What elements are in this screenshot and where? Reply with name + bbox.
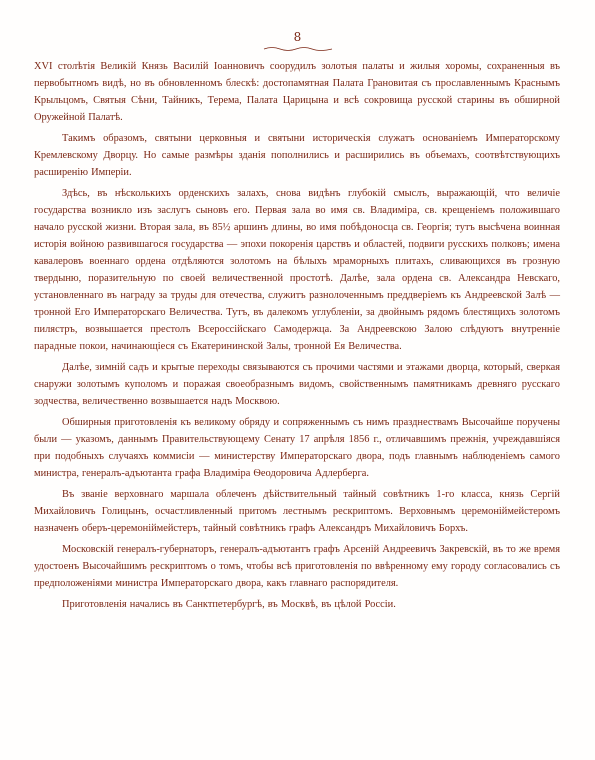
paragraph: Въ званіе верховнаго маршала облеченъ дѣйствительный тайный совѣтникъ 1-го класса, князь Сергій Михайловичъ Голицынъ, осчастливленный притомъ лестнымъ рескриптомъ. Верховнымъ церемоніймейстеромъ назначенъ оберъ-церемоніймейстеръ, тайный совѣтникъ графъ Александръ Михайловичъ Борхъ. bbox=[34, 489, 560, 534]
ornament-divider bbox=[262, 46, 334, 52]
paragraph: Московскій генералъ-губернаторъ, генералъ-адъютантъ графъ Арсеній Андреевичъ Закревскій, въ то же время удостоенъ Высочайшимъ рескриптомъ о томъ, чтобы всѣ приготовленія по ввѣренному ему городу согласовались съ предположеніями министра Императорскаго двора, какъ главнаго распорядителя. bbox=[34, 544, 560, 589]
paragraph: Далѣе, зимній садъ и крытые переходы связываются съ прочими частями и этажами дворца, который, сверкая снаружи золотымъ куполомъ и поражая своеобразнымъ видомъ, свойственнымъ памятникамъ древняго русскаго зодчества, величественно возвышается надъ Москвою. bbox=[34, 362, 560, 407]
paragraph: Такимъ образомъ, святыни церковныя и святыни историческія служатъ основаніемъ Императорскому Кремлевскому Дворцу. Но самые размѣры зданія пополнились и расширились въ объемахъ, соотвѣтствующихъ расширенію Имперіи. bbox=[34, 133, 560, 178]
body-text bbox=[34, 58, 560, 617]
paragraph: XVI столѣтія Великій Князь Василій Іоанновичъ соорудилъ золотыя палаты и жилыя хоромы, сохраненныя въ первобытномъ видѣ, но въ обновленномъ блескѣ: достопамятная Палата Грановитая съ прославленнымъ Краснымъ Крыльцомъ, Святыя Сѣни, Тайникъ, Терема, Палата Царицына и всѣ сокровища русской старины въ обширной Оружейной Палатѣ. bbox=[34, 61, 560, 123]
paragraph: Приготовленія начались въ Санктпетербургѣ, въ Москвѣ, въ цѣлой Россіи. bbox=[62, 599, 396, 610]
paragraph: Обширныя приготовленія къ великому обряду и сопряженнымъ съ нимъ празднествамъ Высочайше поручены были — указомъ, даннымъ Правительствующему Сенату 17 апрѣля 1856 г., отличавшимъ прежнія, учреждавшіяся при подобныхъ случаяхъ коммисіи — министерству Императорскаго двора, подъ главнымъ наблюденіемъ самого министра, генералъ-адъютанта графа Владиміра Ѳеодоровича Адлерберга. bbox=[34, 417, 560, 479]
paragraph: Здѣсь, въ нѣсколькихъ орденскихъ залахъ, снова видѣнъ глубокій смыслъ, выражающій, что величіе государства возникло изъ заслугъ сыновъ его. Первая зала во имя св. Владиміра, св. крещеніемъ положившаго начало русской жизни. Вторая зала, въ 85½ аршинъ длины, во имя побѣдоносца св. Георгія; тутъ высѣчена воинная исторія войною развившагося государства — эпохи покоренія царствъ и областей, подвиги русскихъ полковъ; имена кавалеровъ военнаго ордена отдѣляются золотомъ на бѣлыхъ мраморныхъ плитахъ, сливающихся въ грозную твердыню, поразительную по своей величественной простотѣ. Далѣе, зала ордена св. Александра Невскаго, установленнаго въ награду за труды для отечества, служитъ разнолоченнымъ преддверіемъ къ Андреевской Залѣ — тронной Его Императорскаго Величества. Тутъ, въ далекомъ углубленіи, за двойнымъ рядомъ блестящихъ золотомъ пилястръ, возвышается престолъ Всероссійскаго Самодержца. За Андреевскою Залою слѣдуютъ внутренніе парадные покои, начинающіеся съ Екатерининской Залы, тронной Ея Величества. bbox=[34, 188, 560, 352]
page-number: 8 bbox=[293, 30, 302, 44]
